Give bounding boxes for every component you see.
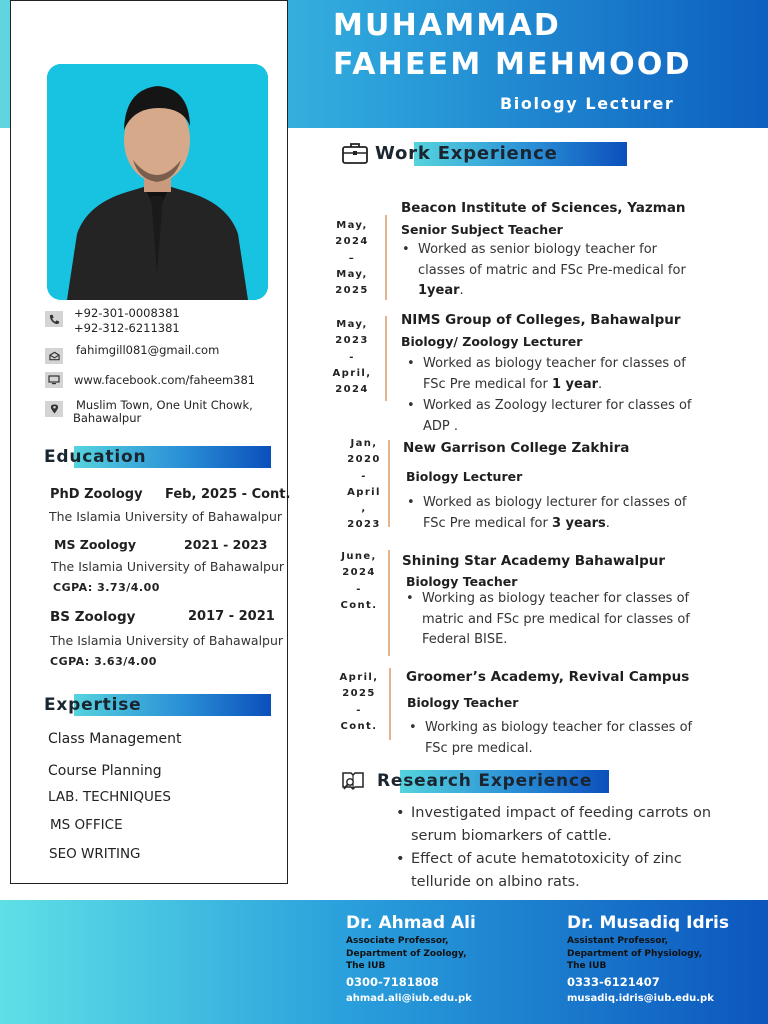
reference-phone: 0333-6121407 — [567, 975, 660, 989]
work-bullet: • Worked as Zoology lecturer for classes of ADP . — [403, 396, 703, 437]
profile-photo — [47, 64, 268, 300]
work-date: Jan, 2020 - April , 2023 — [347, 438, 381, 531]
briefcase-icon — [341, 141, 369, 169]
address-line-1: Muslim Town, One Unit Chowk, — [76, 398, 253, 412]
work-organization: NIMS Group of Colleges, Bahawalpur — [401, 312, 681, 328]
phone-number-2: +92-312-6211381 — [74, 321, 180, 335]
education-university: The Islamia University of Bahawalpur — [51, 559, 285, 574]
phone-icon — [45, 311, 63, 327]
education-degree: BS Zoology — [50, 609, 136, 625]
work-bullet: • Worked as biology teacher for classes of FSc Pre medical for 1 year. — [403, 354, 703, 395]
reference-email[interactable]: musadiq.idris@iub.edu.pk — [567, 993, 714, 1004]
timeline-line — [385, 215, 387, 300]
work-date: May, 2023 - April, 2024 — [332, 319, 372, 396]
work-date: June, 2024 - Cont. — [340, 551, 378, 611]
work-bullets — [403, 354, 703, 438]
education-heading-label: Education — [44, 447, 147, 467]
email-address[interactable]: fahimgill081@gmail.com — [76, 343, 220, 357]
reference-name: Dr. Ahmad Ali — [346, 913, 476, 933]
work-organization: Shining Star Academy Bahawalpur — [402, 553, 666, 569]
research-item: • Effect of acute hematotoxicity of zinc telluride on albino rats. — [393, 848, 723, 894]
work-organization: Beacon Institute of Sciences, Yazman — [401, 200, 686, 216]
reference-name: Dr. Musadiq Idris — [567, 913, 729, 933]
education-degree: PhD Zoology — [50, 487, 143, 502]
education-university: The Islamia University of Bahawalpur — [49, 509, 283, 524]
expertise-item: Course Planning — [48, 763, 162, 779]
work-position: Senior Subject Teacher — [401, 222, 563, 237]
education-cgpa: CGPA: 3.73/4.00 — [53, 581, 160, 594]
work-position: Biology Teacher — [406, 574, 518, 589]
reference-details: Associate Professor, Department of Zoology, The IUB — [346, 936, 467, 971]
expertise-heading — [44, 694, 271, 716]
education-heading — [44, 446, 271, 468]
job-title: Biology Lecturer — [500, 94, 675, 113]
education-cgpa: CGPA: 3.63/4.00 — [50, 655, 157, 668]
expertise-heading-label: Expertise — [44, 695, 142, 715]
timeline-line — [385, 316, 387, 401]
email-icon — [45, 348, 63, 364]
book-search-icon — [341, 770, 365, 796]
timeline-line — [388, 550, 390, 656]
work-position: Biology Lecturer — [406, 469, 523, 484]
research-heading — [377, 770, 609, 793]
reference-phone: 0300-7181808 — [346, 975, 439, 989]
education-date: 2021 - 2023 — [184, 537, 268, 552]
reference-email[interactable]: ahmad.ali@iub.edu.pk — [346, 993, 472, 1004]
monitor-icon — [45, 372, 63, 388]
education-university: The Islamia University of Bahawalpur — [50, 633, 284, 648]
research-list — [393, 802, 723, 894]
work-organization: Groomer’s Academy, Revival Campus — [406, 669, 690, 685]
location-pin-icon — [45, 401, 63, 417]
work-bullets — [405, 718, 705, 760]
work-bullet: • Working as biology teacher for classes of FSc pre medical. — [405, 718, 705, 759]
expertise-item: SEO WRITING — [49, 846, 141, 862]
name-line-2: FAHEEM MEHMOOD — [333, 47, 692, 82]
timeline-line — [388, 440, 390, 527]
education-degree: MS Zoology — [54, 537, 137, 552]
name-line-1: MUHAMMAD — [333, 8, 561, 43]
expertise-item: LAB. TECHNIQUES — [48, 789, 171, 805]
work-position: Biology Teacher — [407, 695, 519, 710]
work-organization: New Garrison College Zakhira — [403, 440, 630, 456]
work-heading — [375, 142, 627, 166]
expertise-item: Class Management — [48, 731, 182, 747]
work-date: May, 2024 – May, 2025 — [335, 220, 369, 297]
work-bullet: • Working as biology teacher for classes of matric and FSc pre medical for classes of Federal BISE. — [402, 589, 702, 651]
person-portrait-icon — [47, 64, 268, 300]
work-heading-label: Work Experience — [375, 143, 558, 164]
work-bullets — [402, 589, 702, 652]
research-item: • Investigated impact of feeding carrots on serum biomarkers of cattle. — [393, 802, 723, 848]
expertise-item: MS OFFICE — [50, 817, 123, 833]
phone-number-1: +92-301-0008381 — [74, 306, 180, 320]
education-date: Feb, 2025 - Cont. — [165, 487, 291, 502]
timeline-line — [389, 668, 391, 740]
address-line-2: Bahawalpur — [73, 411, 142, 425]
education-date: 2017 - 2021 — [188, 609, 275, 624]
work-bullets — [403, 493, 703, 535]
work-bullets — [398, 240, 698, 303]
work-bullet: • Worked as biology lecturer for classes of FSc Pre medical for 3 years. — [403, 493, 703, 534]
work-position: Biology/ Zoology Lecturer — [401, 334, 583, 349]
work-date: April, 2025 - Cont. — [339, 672, 379, 732]
research-heading-label: Research Experience — [377, 771, 593, 791]
reference-details: Assistant Professor, Department of Physiology, The IUB — [567, 936, 703, 971]
work-bullet: • Worked as senior biology teacher for classes of matric and FSc Pre-medical for 1year. — [398, 240, 698, 302]
facebook-link[interactable]: www.facebook.com/faheem381 — [74, 373, 256, 387]
